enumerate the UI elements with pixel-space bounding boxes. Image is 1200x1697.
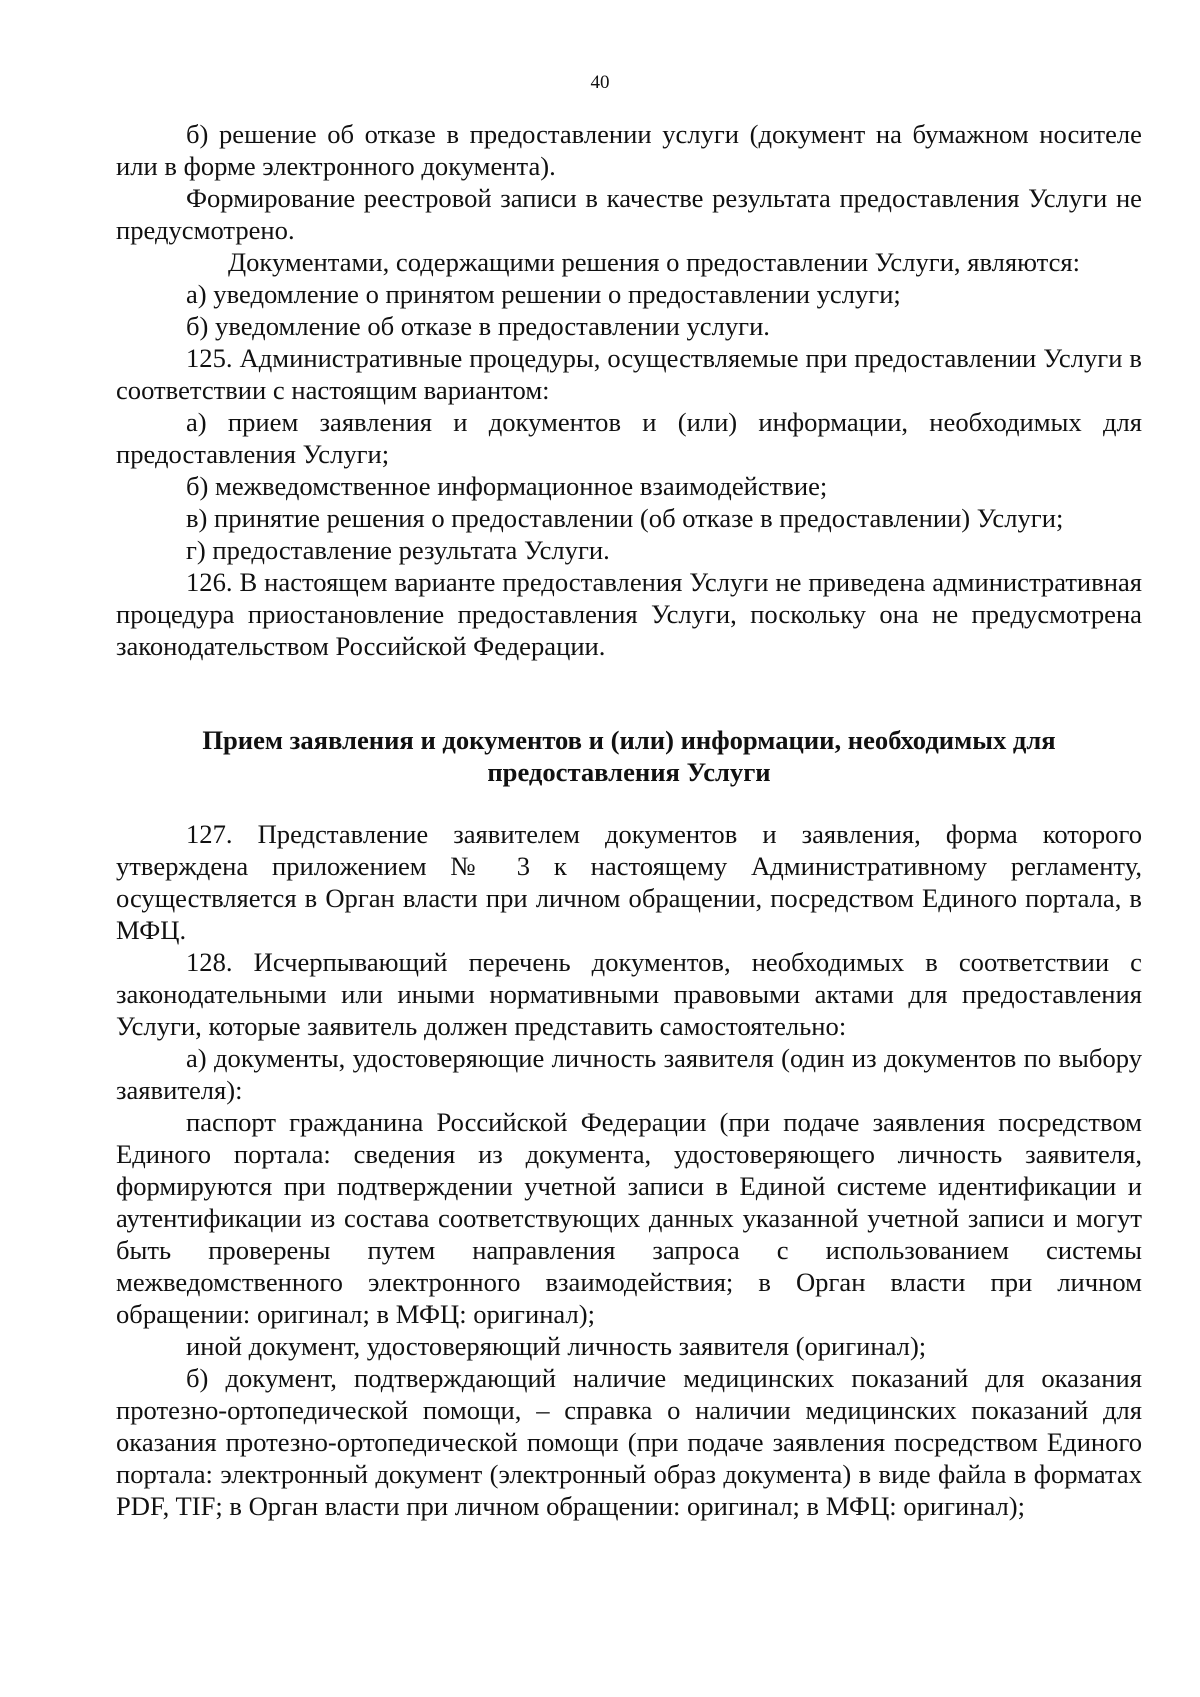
paragraph: 125. Административные процедуры, осуществляемые при предоставлении Услуги в соответствии с настоящим вариантом: xyxy=(116,343,1142,405)
list-item: б) уведомление об отказе в предоставлении услуги. xyxy=(186,311,770,341)
page-number: 40 xyxy=(590,72,610,93)
list-item: а) документы, удостоверяющие личность заявителя (один из документов по выбору заявителя): xyxy=(116,1043,1142,1105)
paragraph: 128. Исчерпывающий перечень документов, необходимых в соответствии с законодательными или иными нормативными правовыми актами для предоставления Услуги, которые заявитель должен представить самостоятельно: xyxy=(116,947,1142,1041)
paragraph: 126. В настоящем варианте предоставления Услуги не приведена административная процедура приостановление предоставления Услуги, поскольку она не предусмотрена законодательством Российской Федерации. xyxy=(116,567,1142,661)
paragraph: иной документ, удостоверяющий личность заявителя (оригинал); xyxy=(186,1331,927,1361)
paragraph: Документами, содержащими решения о предоставлении Услуги, являются: xyxy=(228,247,1081,277)
list-item: а) прием заявления и документов и (или) информации, необходимых для предоставления Услуги; xyxy=(116,407,1142,469)
list-item: б) документ, подтверждающий наличие медицинских показаний для оказания протезно-ортопедической помощи, – справка о наличии медицинских показаний для оказания протезно-ортопедической помощи (при подаче заявления посредством Единого портала: электронный документ (электронный образ документа) в виде файла в форматах PDF, TIF; в Орган власти при личном обращении: оригинал; в МФЦ: оригинал); xyxy=(116,1363,1142,1521)
document-body xyxy=(116,118,1142,1522)
paragraph: б) решение об отказе в предоставлении услуги (документ на бумажном носителе или в форме электронного документа). xyxy=(116,119,1142,181)
section-heading: Прием заявления и документов и (или) информации, необходимых для предоставления Услуги xyxy=(202,725,1056,787)
paragraph: 127. Представление заявителем документов и заявления, форма которого утверждена приложением № 3 к настоящему Административному регламенту, осуществляется в Орган власти при личном обращении, посредством Единого портала, в МФЦ. xyxy=(116,819,1142,945)
paragraph: Формирование реестровой записи в качестве результата предоставления Услуги не предусмотрено. xyxy=(116,183,1142,245)
list-item: г) предоставление результата Услуги. xyxy=(186,535,610,565)
list-item: а) уведомление о принятом решении о предоставлении услуги; xyxy=(186,279,901,309)
list-item: в) принятие решения о предоставлении (об отказе в предоставлении) Услуги; xyxy=(186,503,1064,533)
paragraph: паспорт гражданина Российской Федерации (при подаче заявления посредством Единого портала: сведения из документа, удостоверяющего личность заявителя, формируются при подтверждении учетной записи в Единой системе идентификации и аутентификации из состава соответствующих данных указанной учетной записи и могут быть проверены путем направления запроса с использованием системы межведомственного электронного взаимодействия; в Орган власти при личном обращении: оригинал; в МФЦ: оригинал); xyxy=(116,1107,1142,1329)
list-item: б) межведомственное информационное взаимодействие; xyxy=(186,471,828,501)
